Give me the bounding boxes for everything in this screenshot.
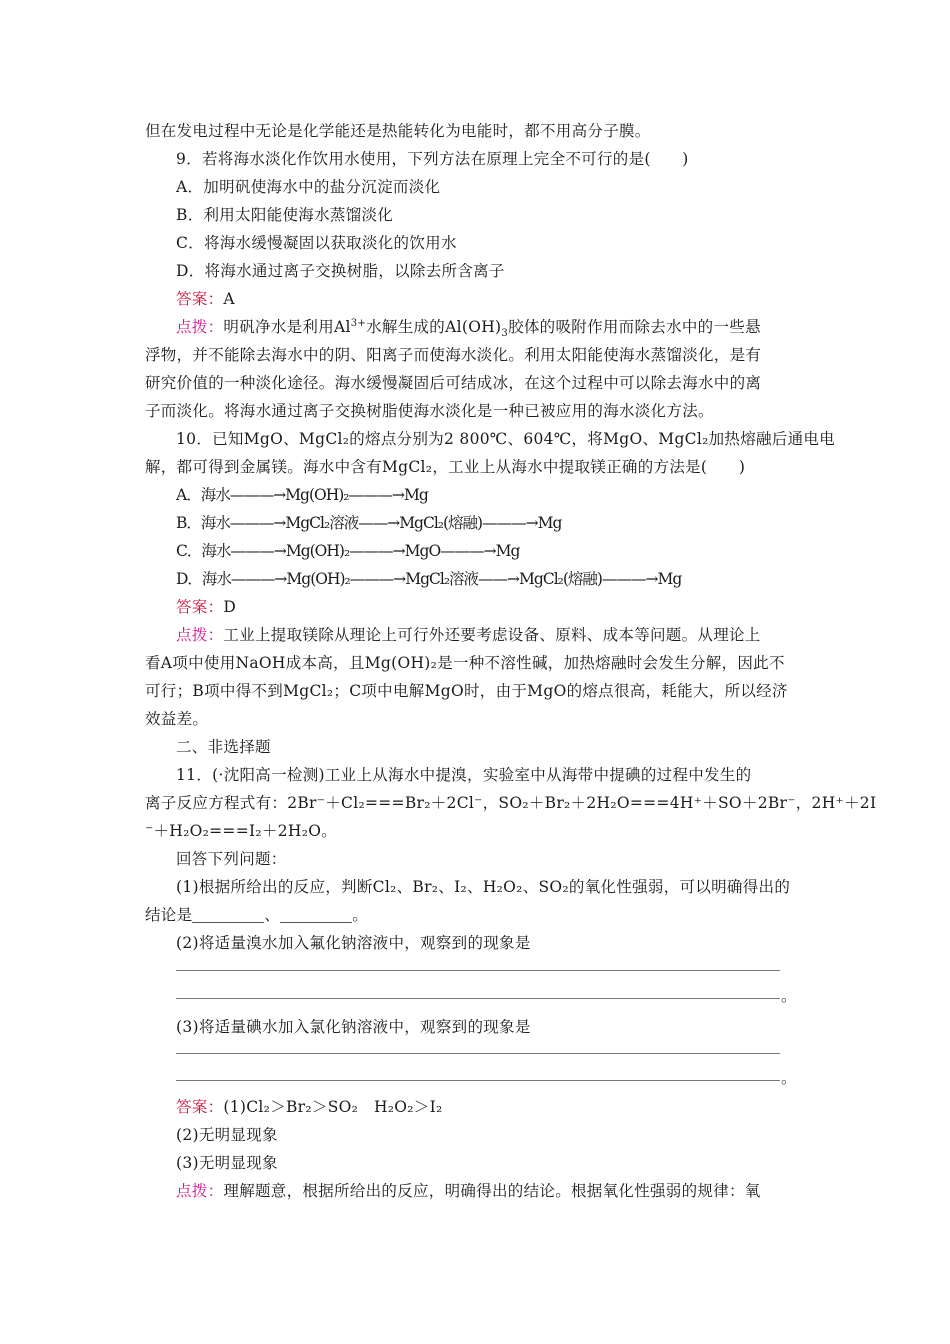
- q10-option-a: A．海水———→Mg(OH)₂———→Mg: [176, 486, 428, 504]
- text-line: ⁻＋H₂O₂===I₂＋2H₂O。: [145, 822, 338, 840]
- q10-option-d: D．海水———→Mg(OH)₂———→MgCl₂溶液——→MgCl₂(熔融)———→Mg: [176, 570, 682, 588]
- answer-value: A: [223, 290, 235, 308]
- answer-blank[interactable]: [280, 906, 352, 923]
- hint-label: 点拨：: [176, 626, 224, 644]
- text-line: 解，都可得到金属镁。海水中含有MgCl₂，工业上从海水中提取镁正确的方法是( ): [145, 458, 746, 476]
- text-line: 效益差。: [145, 710, 209, 728]
- q10-option-b: B．海水———→MgCl₂溶液——→MgCl₂(熔融)———→Mg: [176, 514, 562, 532]
- text-line: 研究价值的一种淡化途径。海水缓慢凝固后可结成冰，在这个过程中可以除去海水中的离: [145, 374, 762, 392]
- q9-option-c: C．将海水缓慢凝固以获取淡化的饮用水: [176, 234, 457, 252]
- q9-option-d: D．将海水通过离子交换树脂，以除去所含离子: [176, 262, 505, 280]
- q10-answer: [176, 593, 846, 621]
- answer-blank[interactable]: [192, 906, 264, 923]
- period: 。: [781, 987, 797, 1005]
- q11-answer: [176, 1093, 846, 1121]
- q11-part-1: (1)根据所给出的反应，判断Cl₂、Br₂、I₂、H₂O₂、SO₂的氧化性强弱，可以明确得出的: [176, 878, 791, 896]
- hint-label: 点拨：: [176, 1182, 224, 1200]
- question-9: 9．若将海水淡化作饮用水使用，下列方法在原理上完全不可行的是( ): [176, 150, 689, 168]
- q10-explanation-line: [176, 621, 846, 649]
- q9-option-b: B．利用太阳能使海水蒸馏淡化: [176, 206, 394, 224]
- answer-value: D: [223, 598, 237, 616]
- text-run: 。: [352, 906, 369, 924]
- period: 。: [781, 1069, 797, 1087]
- question-11: 11．(·沈阳高一检测)工业上从海水中提溴，实验室中从海带中提碘的过程中发生的: [176, 766, 752, 784]
- q11-part-3: (3)将适量碘水加入氯化钠溶液中，观察到的现象是: [176, 1018, 531, 1036]
- answer-line[interactable]: [176, 970, 780, 971]
- q10-option-c: C．海水———→Mg(OH)₂———→MgO———→Mg: [176, 542, 520, 560]
- hint-label: 点拨：: [176, 318, 224, 336]
- q11-part-1-blanks: [145, 901, 815, 929]
- text-run: 、: [264, 906, 281, 924]
- text-run: 结论是: [145, 906, 193, 924]
- subscript: 3: [501, 328, 509, 340]
- text-line: 可行；B项中得不到MgCl₂；C项中电解MgO时，由于MgO的熔点很高，耗能大，所以经济: [145, 682, 788, 700]
- text-line: 浮物，并不能除去海水中的阴、阳离子而使海水淡化。利用太阳能使海水蒸馏淡化，是有: [145, 346, 762, 364]
- answer-line[interactable]: [176, 998, 780, 999]
- q9-answer: [176, 285, 846, 313]
- q11-part-2: (2)将适量溴水加入氟化钠溶液中，观察到的现象是: [176, 934, 531, 952]
- q9-explanation-line: [176, 313, 846, 341]
- superscript: 3+: [350, 317, 367, 329]
- answer-line[interactable]: [176, 1080, 780, 1081]
- section-heading: 二、非选择题: [176, 738, 271, 756]
- text-line: 子而淡化。将海水通过离子交换树脂使海水淡化是一种已被应用的海水淡化方法。: [145, 402, 714, 420]
- answer-label: 答案：: [176, 1098, 224, 1116]
- text-run: 工业上提取镁除从理论上可行外还要考虑设备、原料、成本等问题。从理论上: [223, 626, 761, 644]
- answer-line-text: (3)无明显现象: [176, 1154, 278, 1172]
- q11-explanation-line: [176, 1177, 846, 1205]
- text-run: 明矾净水是利用Al: [223, 318, 351, 336]
- text-line: 但在发电过程中无论是化学能还是热能转化为电能时，都不用高分子膜。: [145, 122, 651, 140]
- answer-value: (1)Cl₂＞Br₂＞SO₂ H₂O₂＞I₂: [223, 1098, 443, 1116]
- text-run: 胶体的吸附作用而除去水中的一些悬: [508, 318, 761, 336]
- text-line: 回答下列问题：: [176, 850, 287, 868]
- q9-option-a: A．加明矾使海水中的盐分沉淀而淡化: [176, 178, 441, 196]
- text-run: 水解生成的Al(OH): [366, 318, 502, 336]
- answer-line-text: (2)无明显现象: [176, 1126, 278, 1144]
- question-10: 10．已知MgO、MgCl₂的熔点分别为2 800℃、604℃，将MgO、MgCl₂加热熔融后通电电: [176, 430, 836, 448]
- text-run: 理解题意，根据所给出的反应，明确得出的结论。根据氧化性强弱的规律：氧: [223, 1182, 761, 1200]
- answer-label: 答案：: [176, 290, 224, 308]
- answer-line[interactable]: [176, 1053, 780, 1054]
- text-line: 看A项中使用NaOH成本高，且Mg(OH)₂是一种不溶性碱，加热熔融时会发生分解，因此不: [145, 654, 785, 672]
- text-line: 离子反应方程式有：2Br⁻＋Cl₂===Br₂＋2Cl⁻，SO₂＋Br₂＋2H₂O===4H⁺＋SO＋2Br⁻，2H⁺＋2I: [145, 794, 877, 812]
- answer-label: 答案：: [176, 598, 224, 616]
